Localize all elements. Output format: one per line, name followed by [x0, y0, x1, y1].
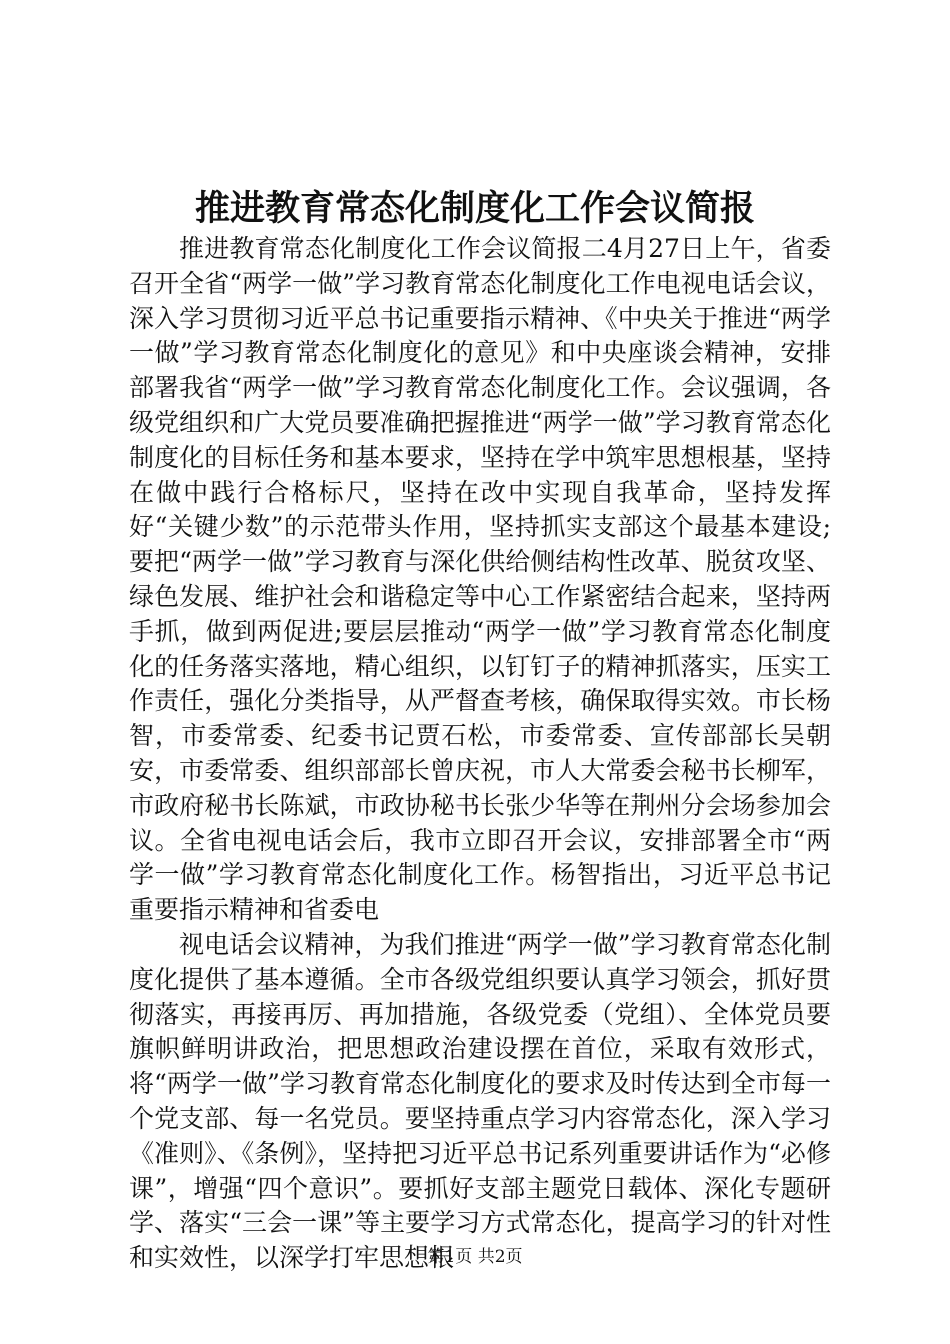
paragraph-2: 视电话会议精神，为我们推进“两学一做”学习教育常态化制度化提供了基本遵循。全市各级党组织要认真学习领会，抓好贯彻落实，再接再厉、再加措施，各级党委（党组）、全体党员要旗帜鲜明讲政治，把思想政治建设摆在首位，采取有效形式，将“两学一做”学习教育常态化制度化的要求及时传达到全市每一个党支部、每一名党员。要坚持重点学习内容常态化，深入学习《准则》、《条例》，坚持把习近平总书记系列重要讲话作为“必修课”，增强“四个意识”。要抓好支部主题党日载体、深化专题研学、落实“三会一课”等主要学习方式常态化，提高学习的针对性和实效性，以深学打牢思想根	[129, 929, 831, 1273]
page-number: 第1页 共2页	[427, 1247, 523, 1267]
paragraph-1: 推进教育常态化制度化工作会议简报二4月27日上午，省委召开全省“两学一做”学习教育常态化制度化工作电视电话会议，深入学习贯彻习近平总书记重要指示精神、《中央关于推进“两学一做”学习教育常态化制度化的意见》和中央座谈会精神，安排部署我省“两学一做”学习教育常态化制度化工作。会议强调，各级党组织和广大党员要准确把握推进“两学一做”学习教育常态化制度化的目标任务和基本要求，坚持在学中筑牢思想根基，坚持在做中践行合格标尺，坚持在改中实现自我革命，坚持发挥好“关键少数”的示范带头作用，坚持抓实支部这个最基本建设;要把“两学一做”学习教育与深化供给侧结构性改革、脱贫攻坚、绿色发展、维护社会和谐稳定等中心工作紧密结合起来，坚持两手抓，做到两促进;要层层推动“两学一做”学习教育常态化制度化的任务落实落地，精心组织，以钉钉子的精神抓落实，压实工作责任，强化分类指导，从严督查考核，确保取得实效。市长杨智，市委常委、纪委书记贾石松，市委常委、宣传部部长吴朝安，市委常委、组织部部长曾庆祝，市人大常委会秘书长柳军，市政府秘书长陈斌，市政协秘书长张少华等在荆州分会场参加会议。全省电视电话会后，我市立即召开会议，安排部署全市“两学一做”学习教育常态化制度化工作。杨智指出，习近平总书记重要指示精神和省委电	[129, 234, 831, 925]
document-title: 推进教育常态化制度化工作会议简报	[194, 188, 755, 229]
document-body	[129, 232, 831, 1276]
